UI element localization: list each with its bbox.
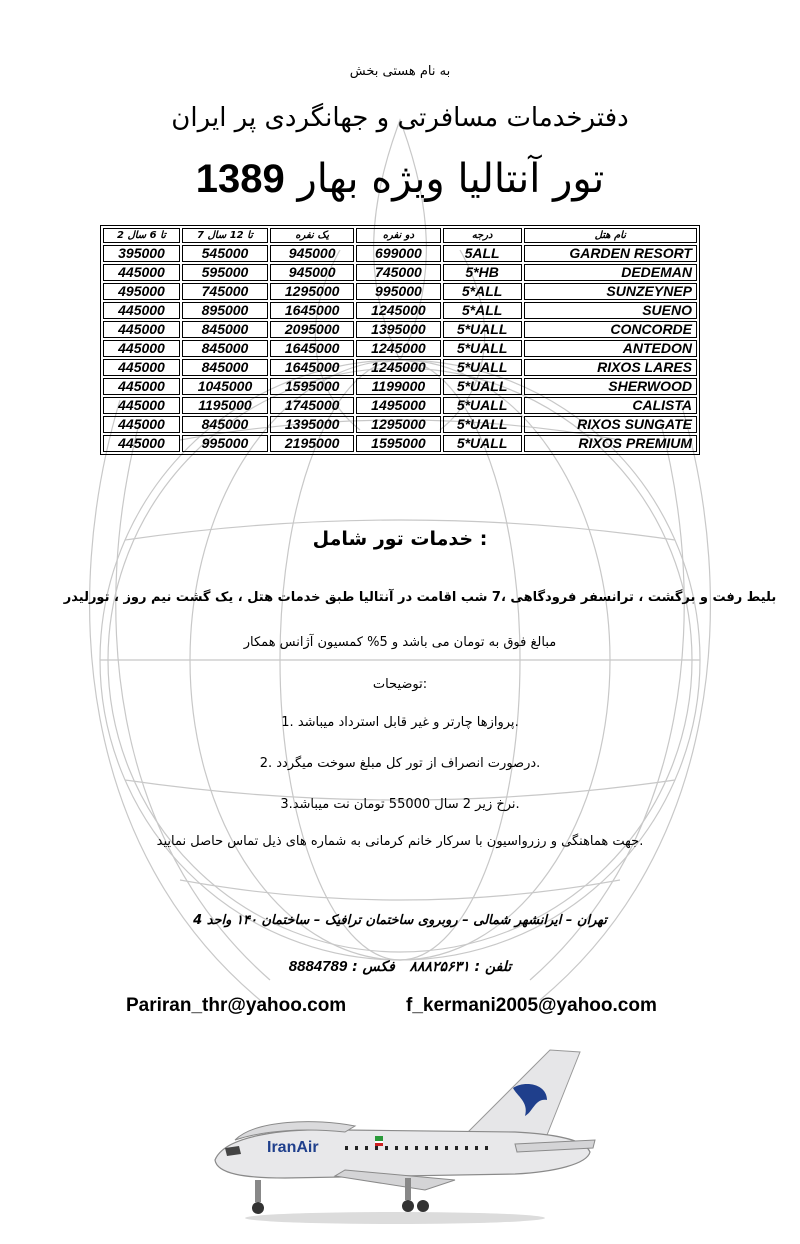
- plane-brand: IranAir: [267, 1139, 319, 1156]
- cell-child-7-12: 895000: [182, 302, 268, 319]
- cell-child-7-12: 845000: [182, 416, 268, 433]
- services-title: خدمات تور شامل :: [312, 528, 488, 550]
- fax-label: فکس :: [352, 959, 395, 975]
- notes-label: توضیحات:: [372, 677, 428, 692]
- cell-child-2-6: 445000: [103, 264, 180, 281]
- agency-name: دفترخدمات مسافرتی و جهانگردی پر ایران: [171, 103, 629, 133]
- col-single: یک نفره: [270, 228, 354, 243]
- col-double: دو نفره: [356, 228, 440, 243]
- cell-grade: 5*ALL: [443, 302, 522, 319]
- col-hotel: نام هتل: [524, 228, 697, 243]
- cell-child-2-6: 445000: [103, 302, 180, 319]
- contact-note: جهت هماهنگی و رزرواسیون با سرکار خانم کرمانی به شماره های ذیل تماس حاصل نمایید.: [156, 834, 644, 849]
- table-row: [103, 283, 697, 300]
- cell-hotel: RIXOS LARES: [524, 359, 697, 376]
- cell-child-7-12: 1195000: [182, 397, 268, 414]
- cell-child-7-12: 845000: [182, 340, 268, 357]
- table-row: [103, 435, 697, 452]
- cell-single: 1395000: [270, 416, 354, 433]
- table-row: [103, 245, 697, 262]
- cell-child-2-6: 445000: [103, 340, 180, 357]
- table-row: [103, 321, 697, 338]
- cell-grade: 5*ALL: [443, 283, 522, 300]
- cell-grade: 5*UALL: [443, 321, 522, 338]
- cell-grade: 5*UALL: [443, 340, 522, 357]
- cell-hotel: RIXOS PREMIUM: [524, 435, 697, 452]
- cell-single: 1645000: [270, 302, 354, 319]
- cell-child-7-12: 545000: [182, 245, 268, 262]
- note-item: 3.نرخ زیر 2 سال 55000 تومان نت میباشد.: [280, 797, 520, 812]
- cell-child-7-12: 845000: [182, 321, 268, 338]
- cell-grade: 5*UALL: [443, 435, 522, 452]
- cell-child-2-6: 445000: [103, 416, 180, 433]
- cell-double: 1245000: [356, 359, 440, 376]
- cell-grade: 5*UALL: [443, 397, 522, 414]
- cell-double: 1199000: [356, 378, 440, 395]
- cell-single: 1595000: [270, 378, 354, 395]
- cell-child-7-12: 845000: [182, 359, 268, 376]
- cell-hotel: DEDEMAN: [524, 264, 697, 281]
- cell-child-7-12: 995000: [182, 435, 268, 452]
- cell-hotel: GARDEN RESORT: [524, 245, 697, 262]
- tour-name: تور آنتالیا ویژه بهار: [297, 156, 605, 202]
- table-row: [103, 359, 697, 376]
- cell-child-2-6: 495000: [103, 283, 180, 300]
- cell-single: 1645000: [270, 359, 354, 376]
- cell-single: 1295000: [270, 283, 354, 300]
- phone-fax-line: [0, 958, 800, 975]
- table-row: [103, 397, 697, 414]
- table-row: [103, 378, 697, 395]
- prices-note: مبالغ فوق به تومان می باشد و 5% کمسیون آژانس همکار: [243, 635, 557, 650]
- cell-grade: 5*UALL: [443, 359, 522, 376]
- phone-label: تلفن :: [474, 959, 512, 975]
- cell-double: 1395000: [356, 321, 440, 338]
- cell-grade: 5*UALL: [443, 416, 522, 433]
- table-row: [103, 416, 697, 433]
- table-header-row: [103, 228, 697, 243]
- cell-child-7-12: 595000: [182, 264, 268, 281]
- cell-child-2-6: 445000: [103, 359, 180, 376]
- cell-single: 1645000: [270, 340, 354, 357]
- tour-title: [0, 156, 800, 202]
- cell-single: 1745000: [270, 397, 354, 414]
- cell-hotel: SHERWOOD: [524, 378, 697, 395]
- cell-hotel: SUENO: [524, 302, 697, 319]
- cell-double: 1295000: [356, 416, 440, 433]
- cell-double: 995000: [356, 283, 440, 300]
- cell-double: 745000: [356, 264, 440, 281]
- cell-single: 2195000: [270, 435, 354, 452]
- tour-year: 1389: [195, 157, 285, 201]
- email-link-pariran[interactable]: Pariran_thr@yahoo.com: [126, 995, 347, 1016]
- col-child-2-6: 2 تا 6 سال: [103, 228, 180, 243]
- cell-double: 1495000: [356, 397, 440, 414]
- price-table: [100, 225, 700, 455]
- cell-hotel: RIXOS SUNGATE: [524, 416, 697, 433]
- cell-child-2-6: 445000: [103, 378, 180, 395]
- cell-double: 1595000: [356, 435, 440, 452]
- cell-child-2-6: 445000: [103, 321, 180, 338]
- table-row: [103, 302, 697, 319]
- phone-number[interactable]: ۸۸۸۲۵۶۳۱: [409, 959, 470, 975]
- address-text: تهران – ایرانشهر شمالی – روبروی ساختمان ترافیک – ساختمان ۱۴۰ واحد 4: [193, 913, 607, 928]
- cell-single: 945000: [270, 264, 354, 281]
- cell-double: 1245000: [356, 340, 440, 357]
- cell-single: 945000: [270, 245, 354, 262]
- cell-double: 1245000: [356, 302, 440, 319]
- cell-hotel: CALISTA: [524, 397, 697, 414]
- cell-grade: 5*HB: [443, 264, 522, 281]
- blessing-text: به نام هستی بخش: [349, 64, 451, 79]
- cell-hotel: CONCORDE: [524, 321, 697, 338]
- cell-child-7-12: 1045000: [182, 378, 268, 395]
- cell-child-2-6: 445000: [103, 397, 180, 414]
- cell-grade: 5*UALL: [443, 378, 522, 395]
- fax-number[interactable]: 8884789: [288, 958, 348, 975]
- cell-hotel: SUNZEYNEP: [524, 283, 697, 300]
- cell-hotel: ANTEDON: [524, 340, 697, 357]
- table-row: [103, 264, 697, 281]
- cell-child-7-12: 745000: [182, 283, 268, 300]
- email-link-kermani[interactable]: f_kermani2005@yahoo.com: [406, 995, 657, 1016]
- cell-child-2-6: 395000: [103, 245, 180, 262]
- table-row: [103, 340, 697, 357]
- col-grade: درجه: [443, 228, 522, 243]
- cell-double: 699000: [356, 245, 440, 262]
- col-child-7-12: 7 تا 12 سال: [182, 228, 268, 243]
- services-text: بلیط رفت و برگشت ، ترانسفر فرودگاهی ،7 شب اقامت در آنتالیا طبق خدمات هتل ، یک گشت نیم روز ، تورلیدر: [63, 590, 777, 605]
- airplane-illustration: [195, 1040, 615, 1230]
- note-item: 1. پروازها چارتر و غیر قابل استرداد میباشد.: [281, 715, 519, 730]
- cell-single: 2095000: [270, 321, 354, 338]
- note-item: 2. درصورت انصراف از تور کل مبلغ سوخت میگردد.: [259, 756, 541, 771]
- cell-grade: 5ALL: [443, 245, 522, 262]
- cell-child-2-6: 445000: [103, 435, 180, 452]
